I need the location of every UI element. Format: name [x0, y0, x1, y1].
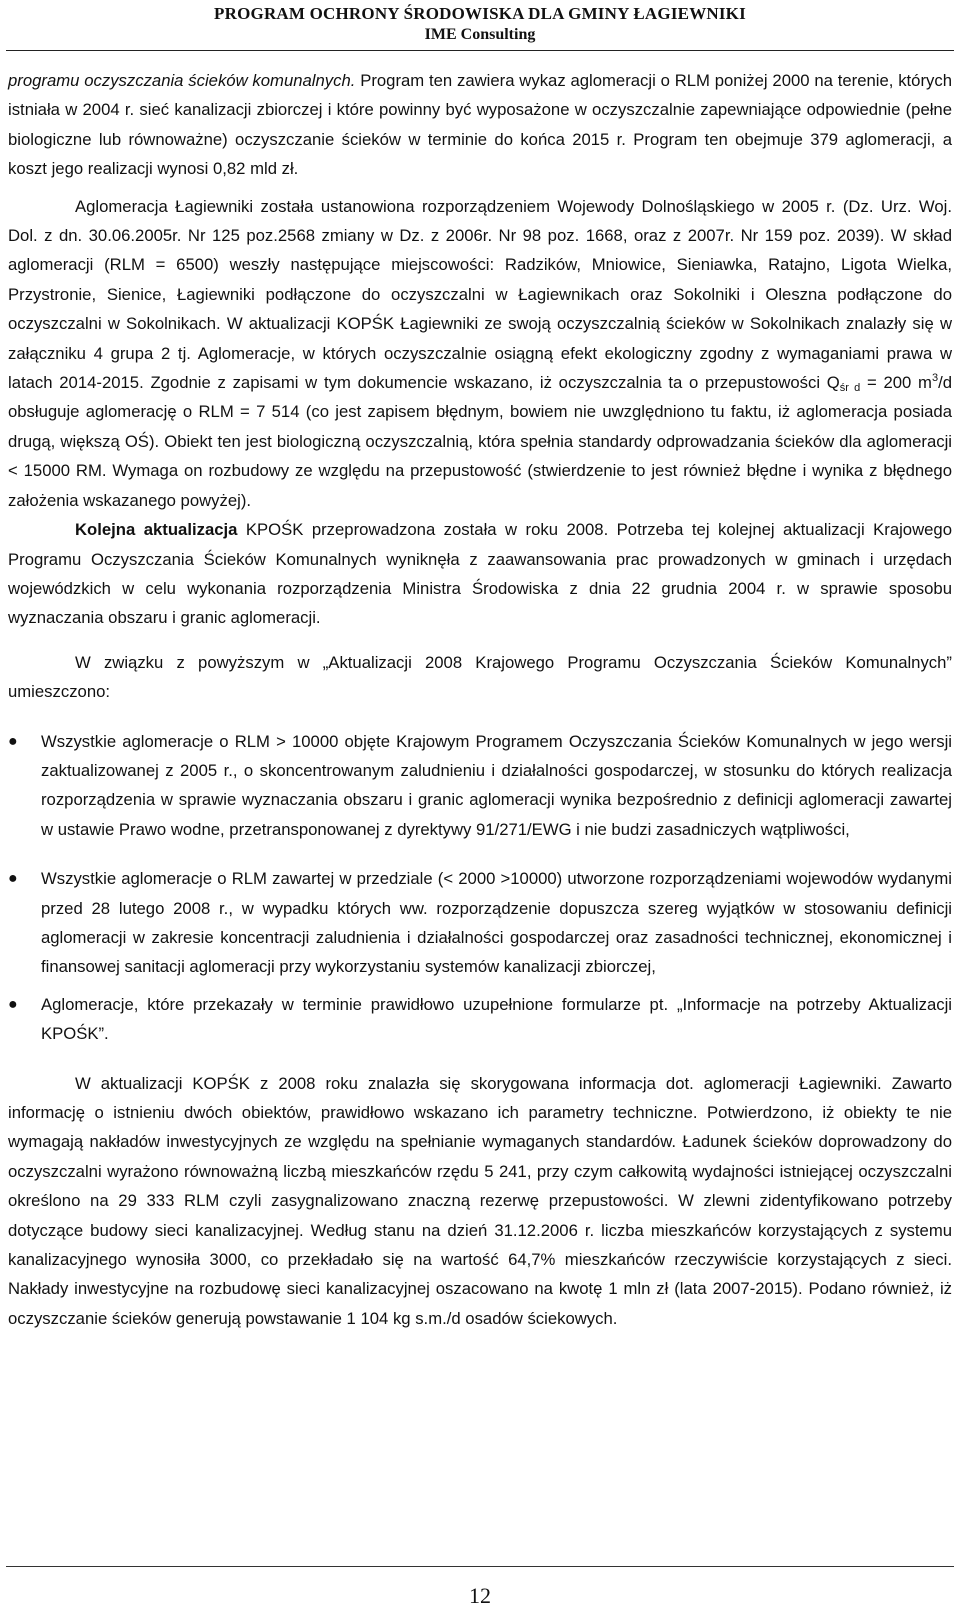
- paragraph-1-italic: programu oczyszczania ścieków komunalnych.: [8, 71, 356, 90]
- header-divider: [6, 50, 954, 51]
- paragraph-1: [8, 66, 952, 184]
- paragraph-2-text-c: /d obsługuje aglomerację o RLM = 7 514 (co jest zapisem błędnym, bowiem nie uwzględniono tu faktu, iż aglomeracja posiada drugą, większą OŚ). Obiekt ten jest biologiczną oczyszczalnią, która spełnia standardy odprowadzania ścieków dla aglomeracji < 15000 RM. Wymaga on rozbudowy ze względu na przepustowość (stwierdzenie to jest również błędne i wynika z błędnego założenia wskazanego powyżej).: [8, 373, 953, 510]
- paragraph-2-text-b: = 200 m: [860, 373, 932, 393]
- paragraph-4-text: W związku z powyższym w „Aktualizacji 2008 Krajowego Programu Oczyszczania Ścieków Komunalnych” umieszczono:: [8, 652, 952, 702]
- list-item: [8, 990, 952, 1049]
- header-subtitle: IME Consulting: [424, 26, 536, 43]
- bullet-icon: ●: [8, 995, 18, 1013]
- paragraph-2-subscript: śr d: [839, 382, 861, 395]
- list-item-text: Aglomeracje, które przekazały w terminie prawidłowo uzupełnione formularze pt. „Informacje na potrzeby Aktualizacji KPOŚK”.: [41, 994, 952, 1044]
- page-number: 12: [469, 1583, 491, 1608]
- bullet-icon: ●: [8, 870, 18, 888]
- bullet-list: [8, 727, 952, 1049]
- list-item: [8, 727, 952, 845]
- paragraph-2: [8, 192, 952, 515]
- list-item: [8, 864, 952, 982]
- footer-divider: [6, 1566, 954, 1567]
- paragraph-5: [8, 1069, 952, 1334]
- paragraph-2-text-a: Aglomeracja Łagiewniki została ustanowiona rozporządzeniem Wojewody Dolnośląskiego w 2005 r. (Dz. Urz. Woj. Dol. z dn. 30.06.2005r. Nr 125 poz.2568 zmiany w Dz. z 2006r. Nr 98 poz. 1668, oraz z 2007r. Nr 159 poz. 2039). W skład aglomeracji (RLM = 6500) weszły następujące miejscowości: Radzików, Mniowice, Sieniawka, Ratajno, Ligota Wielka, Przystronie, Sienice, Łagiewniki podłączone do oczyszczalni w Łagiewnikach oraz Sokolniki i Oleszna podłączone do oczyszczalni w Sokolnikach. W aktualizacji KOPŚK Łagiewniki ze swoją oczyszczalnią ścieków w Sokolnikach znalazły się w załączniku 4 grupa 2 tj. Aglomeracje, w których oczyszczalnie osiągną efekt ekologiczny zgodny z wymaganiami prawa w latach 2014-2015. Zgodnie z zapisami w tym dokumencie wskazano, iż oczyszczalnia ta o przepustowości Q: [8, 196, 952, 393]
- paragraph-2-superscript: 3: [931, 372, 939, 385]
- bullet-icon: ●: [8, 732, 18, 750]
- list-item-text: Wszystkie aglomeracje o RLM > 10000 objęte Krajowym Programem Oczyszczania Ścieków Komunalnych w jego wersji zaktualizowanej z 2005 r., o skoncentrowanym zaludnieniu i działalności gospodarczej, w stosunku do których realizacja rozporządzenia w sprawie wyznaczania obszaru i granic aglomeracji wynika bezpośrednio z definicji aglomeracji zawartej w ustawie Prawo wodne, przetransponowanej z dyrektywy 91/271/EWG i nie budzi zasadniczych wątpliwości,: [41, 731, 952, 839]
- paragraph-3-bold: Kolejna aktualizacja: [75, 520, 238, 540]
- paragraph-1-text: Program ten zawiera wykaz aglomeracji o RLM poniżej 2000 na terenie, których istniała w 2004 r. sieć kanalizacji zbiorczej i które powinny być wyposażone w oczyszczalnie zapewniające odpowiednie (pełne biologiczne lub równoważne) oczyszczanie ścieków w terminie do końca 2015 r. Program ten obejmuje 379 aglomeracji, a koszt jego realizacji wynosi 0,82 mld zł.: [8, 71, 952, 179]
- header-title: PROGRAM OCHRONY ŚRODOWISKA DLA GMINY ŁAGIEWNIKI: [214, 4, 746, 23]
- paragraph-3: [8, 515, 952, 633]
- list-item-text: Wszystkie aglomeracje o RLM zawartej w przedziale (< 2000 >10000) utworzone rozporządzeniami wojewodów wydanymi przed 28 lutego 2008 r., w wypadku których ww. rozporządzenie dopuszcza szereg wyjątków w stosowaniu definicji aglomeracji w zakresie koncentracji zaludnienia i działalności gospodarczej oraz zasadności technicznej, ekonomicznej i finansowej sanitacji aglomeracji przy wykorzystaniu systemów kanalizacji zbiorczej,: [41, 869, 952, 977]
- paragraph-4: [8, 648, 952, 707]
- paragraph-3-text: KPOŚK przeprowadzona została w roku 2008. Potrzeba tej kolejnej aktualizacji Krajowego Programu Oczyszczania Ścieków Komunalnych wyniknęła z zaawansowania prac prowadzonych w gminach i urzędach wojewódzkich w celu wykonania rozporządzenia Ministra Środowiska z dnia 22 grudnia 2004 r. w sprawie sposobu wyznaczania obszaru i granic aglomeracji.: [8, 520, 952, 628]
- paragraph-5-text: W aktualizacji KOPŚK z 2008 roku znalazła się skorygowana informacja dot. aglomeracji Łagiewniki. Zawarto informację o istnieniu dwóch obiektów, prawidłowo wskazano ich parametry techniczne. Potwierdzono, iż obiekty te nie wymagają nakładów inwestycyjnych ze względu na spełnianie wymaganych standardów. Ładunek ścieków doprowadzony do oczyszczalni wyrażono równoważną liczbą mieszkańców rzędu 5 241, przy czym całkowitą wydajności istniejącej oczyszczalni określono na 29 333 RLM czyli zasygnalizowano znaczną rezerwę przepustowości. W zlewni zidentyfikowano potrzeby dotyczące budowy sieci kanalizacyjnej. Według stanu na dzień 31.12.2006 r. liczba mieszkańców korzystających z systemu kanalizacyjnego wynosiła 3000, co przekładało się na wartość 64,7% mieszkańców rzeczywiście korzystających z sieci. Nakłady inwestycyjne na rozbudowę sieci kanalizacyjnej oszacowano na kwotę 1 mln zł (lata 2007-2015). Podano również, iż oczyszczanie ścieków generują powstawanie 1 104 kg s.m./d osadów ściekowych.: [8, 1073, 952, 1328]
- document-body: [8, 66, 952, 1333]
